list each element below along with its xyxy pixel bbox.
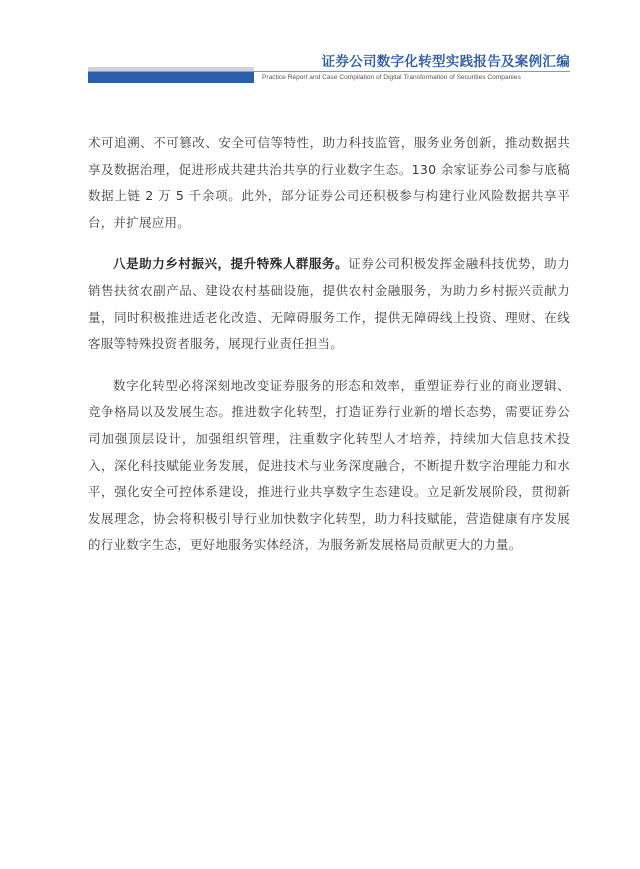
header-title: 证券公司数字化转型实践报告及案例汇编	[321, 54, 570, 70]
paragraph-3: 数字化转型必将深刻地改变证券服务的形态和效率，重塑证券行业的商业逻辑、竞争格局以及发展生态。推进数字化转型，打造证券行业新的增长态势，需要证券公司加强顶层设计，加强组织管理，注重数字化转型人才培养，持续加大信息技术投入，深化科技赋能业务发展，促进技术与业务深度融合，不断提升数字治理能力和水平，强化安全可控体系建设，推进行业共享数字生态建设。立足新发展阶段，贯彻新发展理念，协会将积极引导行业加快数字化转型，助力科技赋能，营造健康有序发展的行业数字生态，更好地服务实体经济，为服务新发展格局贡献更大的力量。	[88, 377, 570, 553]
paragraph-2-lead: 八是助力乡村振兴，提升特殊人群服务。	[113, 256, 349, 272]
page-header	[0, 0, 640, 100]
paragraph-1: 术可追溯、不可篡改、安全可信等特性，助力科技监管，服务业务创新，推动数据共享及数据治理，促进形成共建共治共享的行业数字生态。130 余家证券公司参与底稿数据上链 2 万 5 千余项。此外，部分证券公司还积极参与构建行业风险数据共享平台，并扩展应用。	[88, 135, 570, 230]
paragraph-2	[88, 251, 570, 357]
paragraph-2-text: 证券公司积极发挥金融科技优势，助力销售扶贫农副产品、建设农村基础设施，提供农村金融服务，为助力乡村振兴贡献力量，同时积极推进适老化改造、无障碍服务工作，提供无障碍线上投资、理财、在线客服等特殊投资者服务，展现行业责任担当。	[88, 256, 570, 352]
header-subtitle: Practice Report and Case Compilation of Digital Transformation of Securities Companies	[262, 74, 521, 81]
body-content	[88, 130, 570, 574]
header-blue-bar	[88, 72, 254, 83]
